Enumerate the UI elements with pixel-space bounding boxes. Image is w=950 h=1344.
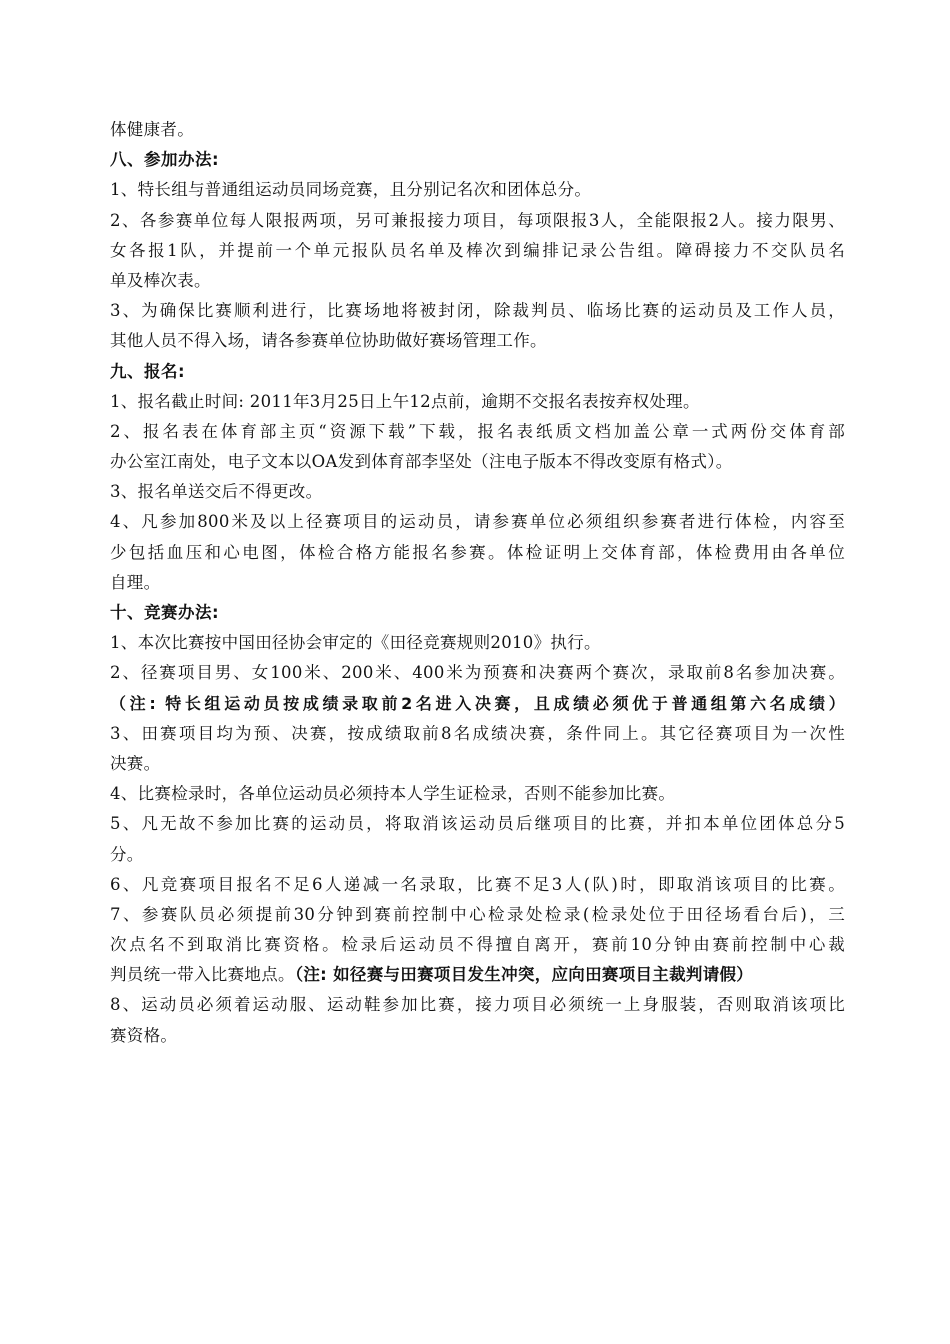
text-line: 1、本次比赛按中国田径协会审定的《田径竞赛规则2010》执行。 (110, 633, 601, 653)
text-line-with-note (110, 960, 845, 990)
text-span: 判员统一带入比赛地点。 (110, 965, 295, 985)
text-line: 8、运动员必须着运动服、运动鞋参加比赛，接力项目必须统一上身服装，否则取消该项比 (110, 995, 845, 1015)
text-line: 办公室江南处，电子文本以OA发到体育部李坚处（注电子版本不得改变原有格式）。 (110, 452, 733, 472)
text-line: 自理。 (110, 572, 161, 592)
text-line: 5、凡无故不参加比赛的运动员，将取消该运动员后继项目的比赛，并扣本单位团体总分5 (110, 814, 845, 834)
text-line: 1、报名截止时间: 2011年3月25日上午12点前，逾期不交报名表按弃权处理。 (110, 391, 700, 411)
text-line: 2、径赛项目男、女100米、200米、400米为预赛和决赛两个赛次，录取前8名参加决赛。 (110, 663, 845, 683)
section-heading-9: 九、报名: (110, 361, 186, 381)
text-line: 4、凡参加800米及以上径赛项目的运动员，请参赛单位必须组织参赛者进行体检，内容至 (110, 512, 845, 532)
text-line: 3、为确保比赛顺利进行，比赛场地将被封闭，除裁判员、临场比赛的运动员及工作人员， (110, 301, 845, 321)
text-line: 4、比赛检录时，各单位运动员必须持本人学生证检录，否则不能参加比赛。 (110, 784, 676, 804)
text-line: 决赛。 (110, 753, 161, 773)
text-line: 1、特长组与普通组运动员同场竞赛，且分别记名次和团体总分。 (110, 180, 592, 200)
text-line: 分。 (110, 844, 144, 864)
text-line: 3、报名单送交后不得更改。 (110, 482, 323, 502)
text-line: 体健康者。 (110, 120, 194, 139)
text-line: 7、参赛队员必须提前30分钟到赛前控制中心检录处检录(检录处位于田径场看台后)，三 (110, 904, 845, 924)
text-line: 6、凡竞赛项目报名不足6人递减一名录取，比赛不足3人(队)时，即取消该项目的比赛。 (110, 874, 845, 894)
text-line: 单及棒次表。 (110, 270, 211, 290)
text-line: 3、田赛项目均为预、决赛，按成绩取前8名成绩决赛，条件同上。其它径赛项目为一次性 (110, 723, 845, 743)
text-line: 少包括血压和心电图，体检合格方能报名参赛。体检证明上交体育部，体检费用由各单位 (110, 542, 845, 562)
document-page (110, 115, 845, 1051)
bold-note: （注: 如径赛与田赛项目发生冲突，应向田赛项目主裁判请假） (294, 965, 754, 985)
section-heading-8: 八、参加办法: (110, 150, 220, 170)
text-line: 女各报1队，并提前一个单元报队员名单及棒次到编排记录公告组。障碍接力不交队员名 (110, 240, 845, 260)
text-line: 赛资格。 (110, 1025, 178, 1045)
text-line: 其他人员不得入场，请各参赛单位协助做好赛场管理工作。 (110, 331, 547, 351)
text-line: 2、各参赛单位每人限报两项，另可兼报接力项目，每项限报3人，全能限报2人。接力限男、 (110, 210, 845, 230)
text-line: 次点名不到取消比赛资格。检录后运动员不得擅自离开，赛前10分钟由赛前控制中心裁 (110, 935, 845, 955)
text-line: 2、报名表在体育部主页“资源下载”下载，报名表纸质文档加盖公章一式两份交体育部 (110, 421, 845, 441)
section-heading-10: 十、竞赛办法: (110, 603, 220, 622)
bold-note: （注: 特长组运动员按成绩录取前2名进入决赛，且成绩必须优于普通组第六名成绩） (110, 693, 845, 713)
